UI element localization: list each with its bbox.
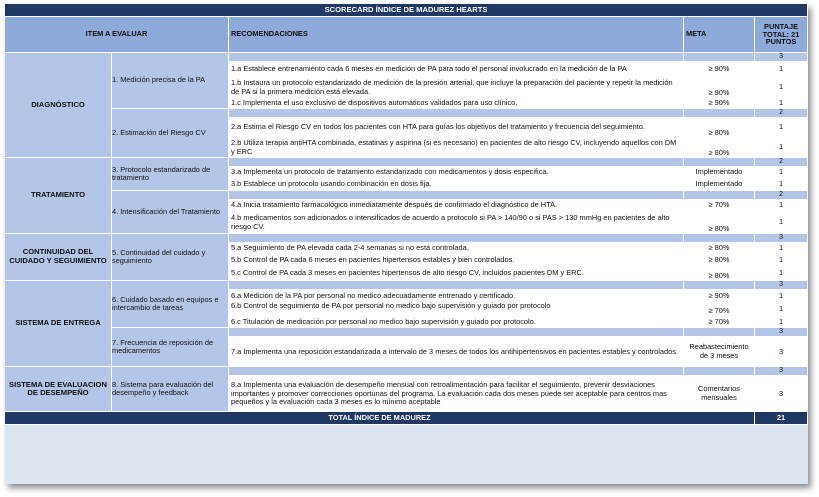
- item-8: 8. Sistema para evaluación del desempeño y feedback: [112, 367, 229, 412]
- rec-2b: 2.b Utiliza terapia antiHTA combinada, estatinas y aspirina (si es necesario) en pacientes de alto riesgo CV, incluyendo aquellos con DM y ERC: [229, 138, 684, 158]
- meta-4a: ≥ 70%: [684, 200, 755, 212]
- category-tratamiento: TRATAMIENTO: [5, 158, 112, 234]
- category-diagnostico: DIAGNÓSTICO: [5, 53, 112, 158]
- pts-4b: 1: [755, 212, 808, 234]
- header-puntaje: PUNTAJE TOTAL: 21 PUNTOS: [755, 17, 808, 53]
- pts-2b: 1: [755, 138, 808, 158]
- pts-5c: 1: [755, 267, 808, 281]
- rec-3a: 3.a Implementa un protocolo de tratamiento estandarizado con medicamentos y dosis especifica.: [229, 167, 684, 179]
- item-7: 7. Frecuencia de reposición de medicamentos: [112, 328, 229, 367]
- rec-2a: 2.a Estima el Riesgo CV en todos los pacientes con HTA para guías los objetivos del tratamiento y frecuencia del seguimiento.: [229, 118, 684, 138]
- rec-3b: 3.b Establece un protocolo usando combinación en dosis fija.: [229, 179, 684, 191]
- pts-5b: 1: [755, 255, 808, 267]
- meta-7a: Reabastecimiento de 3 meses: [684, 337, 755, 367]
- footer-label: TOTAL ÍNDICE DE MADUREZ: [5, 412, 755, 425]
- pts-2a: 1: [755, 118, 808, 138]
- item-2: 2. Estimación del Riesgo CV: [112, 109, 229, 158]
- meta-3a: Implementado: [684, 167, 755, 179]
- subtotal-row: [5, 234, 808, 243]
- subtotal-8: 3: [755, 367, 808, 376]
- meta-1b: ≥ 90%: [684, 78, 755, 98]
- rec-1c: 1.c Implementa el uso exclusivo de dispositivos automáticos validados para uso clínico.: [229, 98, 684, 109]
- rec-5c: 5.c Control de PA cada 3 meses en pacientes hipertensos de alto riesgo CV, incluidos pacientes DM y ERC.: [229, 267, 684, 281]
- pts-8a: 3: [755, 376, 808, 412]
- footer-row: [5, 412, 808, 425]
- category-continuidad: CONTINUIDAD DEL CUIDADO Y SEGUIMIENTO: [5, 234, 112, 281]
- subtotal-row: [5, 109, 808, 118]
- meta-2a: ≥ 80%: [684, 118, 755, 138]
- header-row: [5, 17, 808, 53]
- subtotal-4: 2: [755, 191, 808, 200]
- subtotal-6: 3: [755, 281, 808, 290]
- subtotal-row: [5, 53, 808, 62]
- footer-total: 21: [755, 412, 808, 425]
- table-title: SCORECARD ÍNDICE DE MADUREZ HEARTS: [5, 4, 808, 17]
- meta-1a: ≥ 90%: [684, 62, 755, 78]
- pts-3a: 1: [755, 167, 808, 179]
- rec-7a: 7.a Implementa una reposición estandarizada a intervalo de 3 meses de todos los antihipertensivos en pacientes estables y controlados.: [229, 337, 684, 367]
- pts-6a: 1: [755, 290, 808, 302]
- subtotal-1: 3: [755, 53, 808, 62]
- meta-6b: ≥ 70%: [684, 302, 755, 316]
- item-3: 3. Protocolo estandarizado de tratamiento: [112, 158, 229, 191]
- subtotal-3: 2: [755, 158, 808, 167]
- pts-7a: 3: [755, 337, 808, 367]
- subtotal-row: [5, 328, 808, 337]
- header-item: ITEM A EVALUAR: [5, 17, 229, 53]
- rec-1b: 1.b Instaura un protocolo estandarizado de medición de la presión arterial, que incluye la preparación del paciente y repetir la medición de PA si la primera medición está elevada.: [229, 78, 684, 98]
- header-recommendations: RECOMENDACIONES: [229, 17, 684, 53]
- rec-6c: 6.c Titulación de medicación por personal no medico bajo supervisión y guiado por protocolo.: [229, 316, 684, 328]
- pts-3b: 1: [755, 179, 808, 191]
- meta-6c: ≥ 70%: [684, 316, 755, 328]
- rec-6b: 6.b Control de seguimiento de PA por personal no medico bajo supervisión y guiado por protocolo: [229, 302, 684, 316]
- rec-1a: 1.a Establece entrenamiento cada 6 meses en medición de PA para todo el personal involucrado en la medición de la PA: [229, 62, 684, 78]
- rec-4a: 4.a Inicia tratamiento farmacológico inmediatamente después de confirmado el diagnóstico de HTA.: [229, 200, 684, 212]
- subtotal-2: 2: [755, 109, 808, 118]
- pts-6b: 1: [755, 302, 808, 316]
- pts-1b: 1: [755, 78, 808, 98]
- subtotal-row: [5, 158, 808, 167]
- meta-3b: Implementado: [684, 179, 755, 191]
- pts-4a: 1: [755, 200, 808, 212]
- meta-5a: ≥ 80%: [684, 243, 755, 255]
- rec-6a: 6.a Medición de la PA por personal no medico adecuadamente entrenado y certificado.: [229, 290, 684, 302]
- item-6: 6. Cuidado basado en equipos e intercambio de tareas: [112, 281, 229, 328]
- subtotal-row: [5, 191, 808, 200]
- item-4: 4. Intensificación del Tratamiento: [112, 191, 229, 234]
- pts-1c: 1: [755, 98, 808, 109]
- subtotal-row: [5, 281, 808, 290]
- meta-5b: ≥ 80%: [684, 255, 755, 267]
- subtotal-row: [5, 367, 808, 376]
- meta-5c: ≥ 80%: [684, 267, 755, 281]
- pts-6c: 1: [755, 316, 808, 328]
- item-1: 1. Medición precisa de la PA: [112, 53, 229, 109]
- rec-5b: 5.b Control de PA cada 6 meses en pacientes hipertensos estables y bien controlados.: [229, 255, 684, 267]
- rec-8a: 8.a Implementa una evaluación de desempeño mensual con retroalimentación para facilitar el seguimiento, prevenir desviaciones importantes y promover correcciones oportunas del programa. La evaluación cada dos meses puede ser aceptable para centros mas pequeños y la evaluación cada 3 meses es lo mínimo aceptable: [229, 376, 684, 412]
- rec-4b: 4.b medicamentos son adicionados o intensificados de acuerdo a protocolo si PA > 140/90 o si PAS > 130 mmHg en pacientes de alto riesgo CV.: [229, 212, 684, 234]
- meta-8a: Comentarios mensuales: [684, 376, 755, 412]
- subtotal-5: 3: [755, 234, 808, 243]
- meta-2b: ≥ 80%: [684, 138, 755, 158]
- scorecard-table: [5, 4, 808, 425]
- item-5: 5. Continuidad del cuidado y seguimiento: [112, 234, 229, 281]
- category-sistema-eval: SISTEMA DE EVALUACION DE DESEMPEÑO: [5, 367, 112, 412]
- header-meta: META: [684, 17, 755, 53]
- pts-5a: 1: [755, 243, 808, 255]
- meta-6a: ≥ 90%: [684, 290, 755, 302]
- meta-4b: ≥ 80%: [684, 212, 755, 234]
- pts-1a: 1: [755, 62, 808, 78]
- subtotal-7: 3: [755, 328, 808, 337]
- category-sistema-entrega: SISTEMA DE ENTREGA: [5, 281, 112, 367]
- scorecard-frame: [5, 4, 808, 484]
- meta-1c: ≥ 90%: [684, 98, 755, 109]
- rec-5a: 5.a Seguimiento de PA elevada cada 2-4 semanas si no está controlada.: [229, 243, 684, 255]
